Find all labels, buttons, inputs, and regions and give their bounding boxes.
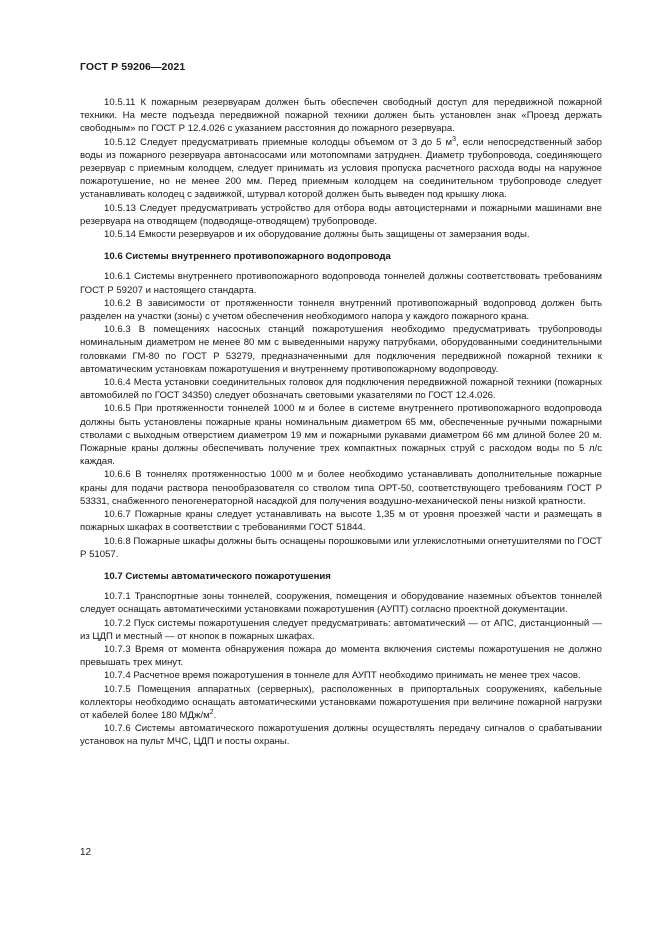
paragraph-text-continued: . — [213, 709, 217, 721]
paragraph — [80, 669, 602, 682]
paragraph — [80, 136, 602, 202]
paragraph — [80, 402, 602, 468]
paragraph-text: 10.5.11 К пожарным резервуарам должен быть обеспечен свободный доступ для передвижной пожарной техники. На месте подъезда передвижной пожарной техники должен быть установлен знак «Проезд держать свободным» по ГОСТ Р 12.4.026 с указанием расстояния до пожарного резервуара. — [80, 97, 602, 135]
paragraph-text: 10.6.4 Места установки соединительных головок для подключения передвижной пожарной техники (пожарных автомобилей по ГОСТ 34350) следует обозначать световыми указателями по ГОСТ 12.4.026. — [80, 377, 602, 402]
paragraph — [80, 376, 602, 402]
paragraph-text: 10.5.12 Следует предусматривать приемные колодцы объемом от 3 до 5 м — [104, 136, 453, 148]
paragraph — [80, 590, 602, 616]
paragraph-text: 10.6.1 Системы внутреннего противопожарного водопровода тоннелей должны соответствовать требованиям ГОСТ Р 59207 и настоящего стандарта. — [80, 271, 602, 296]
paragraph — [80, 617, 602, 643]
paragraph-text: 10.6.5 При протяженности тоннелей 1000 м и более в системе внутреннего противопожарного водопровода должны быть установлены пожарные краны номинальным диаметром 65 мм, обеспеченные ручными пожарными стволами с выходным отверстием диаметром 19 мм и пожарными рукавами диаметром 66 мм длиной более 20 м. Пожарные краны должны обеспечивать получение трех компактных пожарных струй с расходом воды по 5 л/с каждая. — [80, 403, 602, 468]
paragraph — [80, 96, 602, 136]
paragraph-text: 10.7.4 Расчетное время пожаротушения в тоннеле для АУПТ необходимо принимать не менее трех часов. — [104, 670, 581, 682]
section-heading — [80, 570, 602, 583]
paragraph-text: 10.6.8 Пожарные шкафы должны быть оснащены порошковыми или углекислотными огнетушителями по ГОСТ Р 51057. — [80, 535, 602, 560]
paragraph — [80, 683, 602, 723]
superscript: 2 — [209, 708, 214, 716]
paragraph — [80, 202, 602, 228]
paragraph-text: 10.6.3 В помещениях насосных станций пожаротушения необходимо предусматривать трубопроводы номинальным диаметром не менее 80 мм с выведенными наружу патрубками, оборудованными соединительными головками ГМ-80 по ГОСТ Р 53279, предназначенными для подключения передвижной пожарной техники к автоматическим установкам пожаротушения и внутреннему противопожарному водопроводу. — [80, 324, 602, 375]
paragraph — [80, 535, 602, 561]
paragraph-text: 10.7.1 Транспортные зоны тоннелей, сооружения, помещения и оборудование наземных объектов тоннелей следует оснащать автоматическими установками пожаротушения (АУПТ) согласно проектной документации. — [80, 591, 602, 616]
document-header: ГОСТ Р 59206—2021 — [80, 61, 186, 73]
paragraph — [80, 722, 602, 748]
paragraph-text: 10.6.7 Пожарные краны следует устанавливать на высоте 1,35 м от уровня проезжей части и размещать в пожарных шкафах в соответствии с требованиями ГОСТ 51844. — [80, 509, 602, 534]
document-body — [80, 96, 602, 749]
paragraph-text: 10.7 Системы автоматического пожаротушения — [104, 570, 331, 582]
paragraph — [80, 228, 602, 241]
superscript: 3 — [452, 135, 456, 143]
paragraph-text: 10.6.6 В тоннелях протяженностью 1000 м и более необходимо устанавливать дополнительные пожарные краны для подачи раствора пенообразователя со стволом типа ОРТ-50, соответствующего требованиям ГОСТ Р 53331, снабженного пеногенераторной насадкой для получения воздушно-механической пены низкой кратности. — [80, 469, 602, 507]
page-number: 12 — [80, 847, 92, 858]
paragraph — [80, 323, 602, 376]
paragraph — [80, 270, 602, 296]
paragraph — [80, 297, 602, 323]
paragraph-text: 10.7.6 Системы автоматического пожаротушения должны осуществлять передачу сигналов о срабатывании установок на пульт МЧС, ЦДП и посты охраны. — [80, 723, 602, 748]
paragraph-text: 10.7.2 Пуск системы пожаротушения следует предусматривать: автоматический — от АПС, дистанционный — из ЦДП и местный — от кнопок в пожарных шкафах. — [80, 617, 602, 642]
paragraph-text: 10.7.5 Помещения аппаратных (серверных), расположенных в припортальных сооружениях, кабельные коллекторы необходимо оснащать автоматическими установками пожаротушения при величине пожарной нагрузки от кабелей более 180 МДж/м — [80, 683, 602, 721]
paragraph-text: 10.5.13 Следует предусматривать устройство для отбора воды автоцистернами и пожарными машинами вне резервуара на отводящем (подводяще-отводящем) трубопроводе. — [80, 202, 602, 227]
paragraph-text: 10.7.3 Время от момента обнаружения пожара до момента включения системы пожаротушения не должно превышать трех минут. — [80, 643, 602, 669]
paragraph-text: 10.6.2 В зависимости от протяженности тоннеля внутренний противопожарный водопровод должен быть разделен на участки (зоны) с учетом обеспечения необходимого напора у каждого пожарного крана. — [80, 297, 602, 323]
paragraph — [80, 643, 602, 669]
paragraph-text: 10.5.14 Емкости резервуаров и их оборудование должны быть защищены от замерзания воды. — [104, 229, 530, 241]
paragraph — [80, 468, 602, 508]
section-heading — [80, 250, 602, 263]
paragraph-text: 10.6 Системы внутреннего противопожарного водопровода — [104, 251, 391, 263]
paragraph — [80, 508, 602, 534]
paragraph-text-continued: , если непосредственный забор воды из пожарного резервуара автонасосами или мотопомпами затруднен. Диаметр трубопровода, соединяющего резервуар с приемным колодцем, следует принимать из условия пропуска расчетного расхода воды на наружное пожаротушение, но не менее 200 мм. Перед приемным колодцем на соединительном трубопроводе следует устанавливать колодец с задвижкой, штурвал которой должен быть выведен под крышку люка. — [80, 136, 602, 201]
